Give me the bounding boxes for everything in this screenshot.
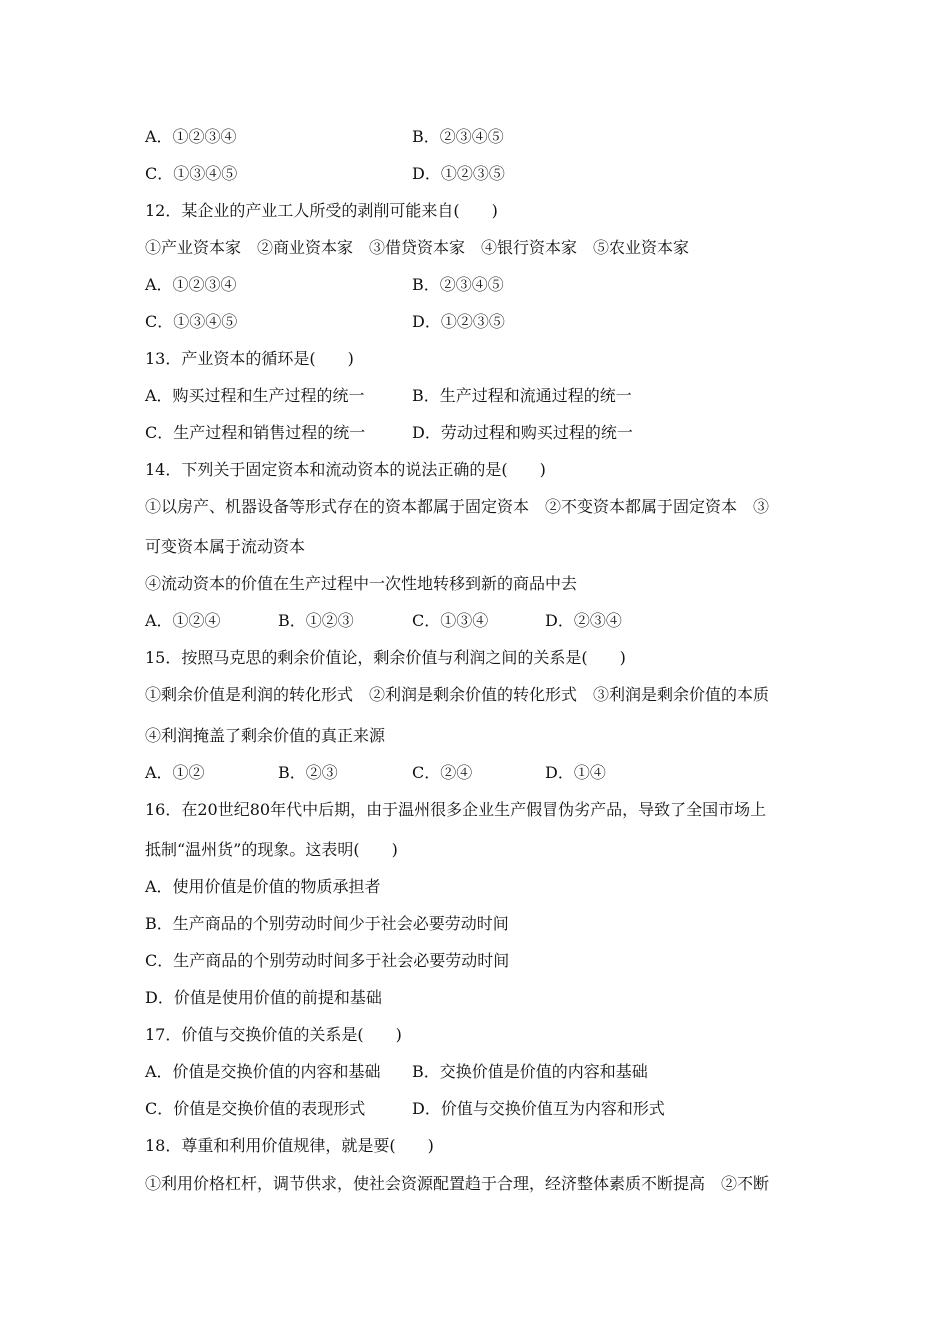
text-line: ④利润掩盖了剩余价值的真正来源 xyxy=(145,726,386,745)
text-line: 12．某企业的产业工人所受的剥削可能来自( ) xyxy=(145,201,498,220)
text-line: B．生产商品的个别劳动时间少于社会必要劳动时间 xyxy=(145,914,509,933)
answer-option: B．②③④⑤ xyxy=(412,127,504,146)
answer-option: D．②③④ xyxy=(545,611,622,630)
answer-option: C．①③④⑤ xyxy=(145,312,238,331)
answer-option: D．①②③⑤ xyxy=(412,312,505,331)
answer-option: D．①④ xyxy=(545,763,606,782)
text-line: 17．价值与交换价值的关系是( ) xyxy=(145,1025,402,1044)
answer-option: B．①②③ xyxy=(278,611,354,630)
answer-option: C．价值是交换价值的表现形式 xyxy=(145,1099,366,1118)
text-line: A．使用价值是价值的物质承担者 xyxy=(145,877,381,896)
text-line: 16．在20世纪80年代中后期，由于温州很多企业生产假冒伪劣产品，导致了全国市场上 xyxy=(145,800,767,819)
answer-option: A．①②③④ xyxy=(145,275,237,294)
text-line: ①利用价格杠杆，调节供求，使社会资源配置趋于合理，经济整体素质不断提高 ②不断 xyxy=(145,1174,770,1193)
answer-option: A．购买过程和生产过程的统一 xyxy=(145,386,365,405)
text-line: D．价值是使用价值的前提和基础 xyxy=(145,988,382,1007)
text-line: ④流动资本的价值在生产过程中一次性地转移到新的商品中去 xyxy=(145,574,578,593)
answer-option: B．交换价值是价值的内容和基础 xyxy=(412,1062,648,1081)
text-line: 抵制“温州货”的现象。这表明( ) xyxy=(145,840,398,859)
text-line: ①产业资本家 ②商业资本家 ③借贷资本家 ④银行资本家 ⑤农业资本家 xyxy=(145,238,690,257)
answer-option: A．①② xyxy=(145,763,205,782)
answer-option: D．价值与交换价值互为内容和形式 xyxy=(412,1099,665,1118)
answer-option: A．价值是交换价值的内容和基础 xyxy=(145,1062,381,1081)
answer-option: B．②③ xyxy=(278,763,338,782)
answer-option: C．①③④ xyxy=(412,611,489,630)
text-line: 18．尊重和利用价值规律，就是要( ) xyxy=(145,1136,434,1155)
text-line: 13．产业资本的循环是( ) xyxy=(145,349,354,368)
answer-option: B．生产过程和流通过程的统一 xyxy=(412,386,632,405)
answer-option: C．①③④⑤ xyxy=(145,164,238,183)
answer-option: B．②③④⑤ xyxy=(412,275,504,294)
text-line: C．生产商品的个别劳动时间多于社会必要劳动时间 xyxy=(145,951,510,970)
answer-option: C．生产过程和销售过程的统一 xyxy=(145,423,366,442)
text-line: 14．下列关于固定资本和流动资本的说法正确的是( ) xyxy=(145,460,546,479)
answer-option: D．①②③⑤ xyxy=(412,164,505,183)
answer-option: C．②④ xyxy=(412,763,473,782)
text-line: 可变资本属于流动资本 xyxy=(145,537,306,556)
answer-option: A．①②④ xyxy=(145,611,221,630)
text-line: ①剩余价值是利润的转化形式 ②利润是剩余价值的转化形式 ③利润是剩余价值的本质 xyxy=(145,685,770,704)
answer-option: D．劳动过程和购买过程的统一 xyxy=(412,423,633,442)
answer-option: A．①②③④ xyxy=(145,127,237,146)
text-line: ①以房产、机器设备等形式存在的资本都属于固定资本 ②不变资本都属于固定资本 ③ xyxy=(145,497,770,516)
text-line: 15．按照马克思的剩余价值论，剩余价值与利润之间的关系是( ) xyxy=(145,648,626,667)
